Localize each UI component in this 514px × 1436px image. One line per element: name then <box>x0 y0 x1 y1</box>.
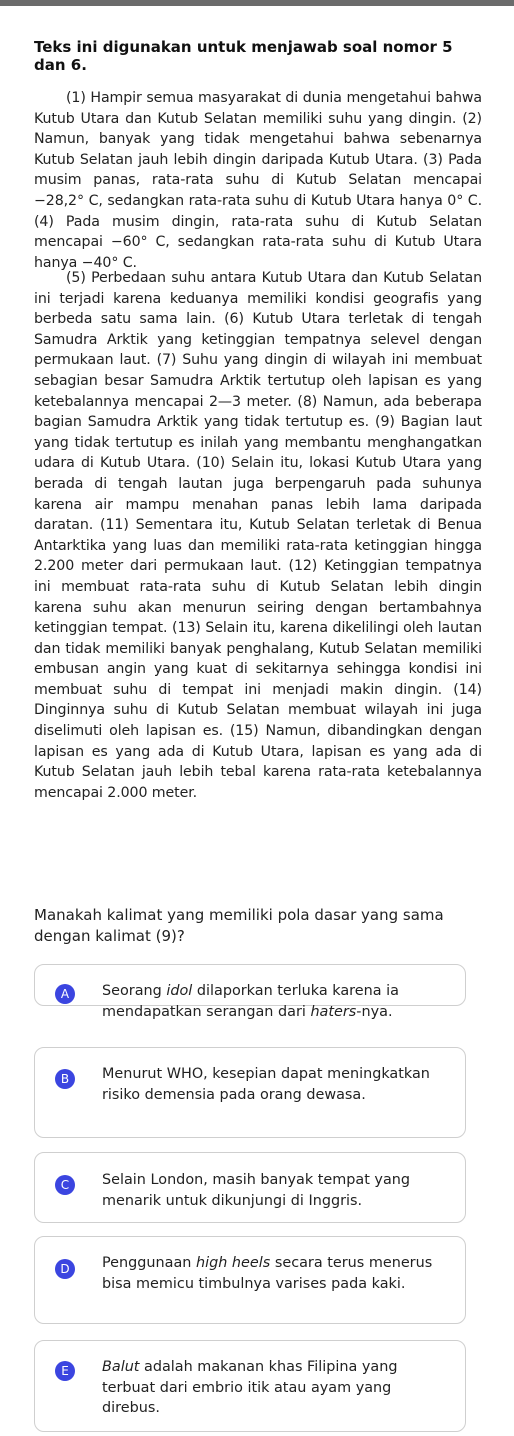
option-e[interactable] <box>34 1340 466 1432</box>
option-d-text-part: secara terus menerus bisa memicu timbulnya varises pada kaki. <box>102 1255 433 1292</box>
option-d[interactable] <box>34 1236 466 1324</box>
option-b[interactable] <box>34 1047 466 1138</box>
option-e-italic-term: Balut <box>102 1359 140 1375</box>
option-d-text <box>102 1253 451 1294</box>
option-a-badge: A <box>55 984 75 1004</box>
option-c[interactable] <box>34 1152 466 1223</box>
option-a-text <box>102 981 451 1022</box>
option-c-text: Selain London, masih banyak tempat yang menarik untuk dikunjungi di Inggris. <box>102 1172 411 1209</box>
option-d-italic-term: high heels <box>195 1255 271 1271</box>
option-c-badge: C <box>55 1175 75 1195</box>
option-b-badge: B <box>55 1069 75 1089</box>
option-a-italic-term: idol <box>166 983 193 999</box>
option-e-badge: E <box>55 1361 75 1381</box>
option-e-text-part: adalah makanan khas Filipina yang terbuat dari embrio itik atau ayam yang direbus. <box>102 1359 398 1416</box>
passage-paragraph-1: (1) Hampir semua masyarakat di dunia mengetahui bahwa Kutub Utara dan Kutub Selatan memiliki suhu yang dingin. (2) Namun, banyak yang tidak mengetahui bahwa sebenarnya Kutub Selatan jauh lebih dingin daripada Kutub Utara. (3) Pada musim panas, rata-rata suhu di Kutub Selatan mencapai −28,2° C, sedangkan rata-rata suhu di Kutub Utara hanya 0° C. (4) Pada musim dingin, rata-rata suhu di Kutub Selatan mencapai −60° C, sedangkan rata-rata suhu di Kutub Utara hanya −40° C. <box>34 90 482 271</box>
option-a-text-part: dilaporkan terluka karena ia mendapatkan serangan dari <box>102 983 399 1020</box>
passage-paragraph-2: (5) Perbedaan suhu antara Kutub Utara dan Kutub Selatan ini terjadi karena keduanya memiliki kondisi geografis yang berbeda satu sama lain. (6) Kutub Utara terletak di tengah Samudra Arktik yang ketinggian tempatnya selevel dengan permukaan laut. (7) Suhu yang dingin di wilayah ini membuat sebagian besar Samudra Arktik tertutup oleh lapisan es yang ketebalannya mencapai 2—3 meter. (8) Namun, ada beberapa bagian Samudra Arktik yang tidak tertutup es. (9) Bagian laut yang tidak tertutup es inilah yang membantu menghangatkan udara di Kutub Utara. (10) Selain itu, lokasi Kutub Utara yang berada di tengah lautan juga berpengaruh pada suhunya karena air mampu menahan panas lebih lama daripada daratan. (11) Sementara itu, Kutub Selatan terletak di Benua Antarktika yang luas dan memiliki rata-rata ketinggian hingga 2.200 meter dari permukaan laut. (12) Ketinggian tempatnya ini membuat rata-rata suhu di Kutub Selatan lebih dingin karena suhu akan menurun seiring dengan bertambahnya ketinggian tempat. (13) Selain itu, karena dikelilingi oleh lautan dan tidak memiliki banyak penghalang, Kutub Selatan memiliki embusan angin yang kuat di sekitarnya sehingga kondisi ini membuat suhu di tempat ini menjadi makin dingin. (14) Dinginnya suhu di Kutub Selatan membuat wilayah ini juga diselimuti oleh lapisan es. (15) Namun, dibandingkan dengan lapisan es yang ada di Kutub Utara, lapisan es yang ada di Kutub Selatan jauh lebih tebal karena rata-rata ketebalannya mencapai 2.000 meter. <box>34 270 482 801</box>
option-a-text-part: -nya. <box>356 1003 393 1020</box>
option-a[interactable] <box>34 964 466 1020</box>
option-e-text <box>102 1357 451 1419</box>
option-d-badge: D <box>55 1259 75 1279</box>
option-b-text: Menurut WHO, kesepian dapat meningkatkan risiko demensia pada orang dewasa. <box>102 1066 430 1103</box>
option-a-italic-term: haters <box>310 1003 357 1020</box>
option-a-text-part: Seorang <box>102 983 167 999</box>
option-d-text-part: Penggunaan <box>102 1255 196 1271</box>
question-text: Manakah kalimat yang memiliki pola dasar yang sama dengan kalimat (9)? <box>34 906 444 945</box>
instruction-heading: Teks ini digunakan untuk menjawab soal nomor 5 dan 6. <box>34 38 453 74</box>
top-bar <box>0 0 514 6</box>
